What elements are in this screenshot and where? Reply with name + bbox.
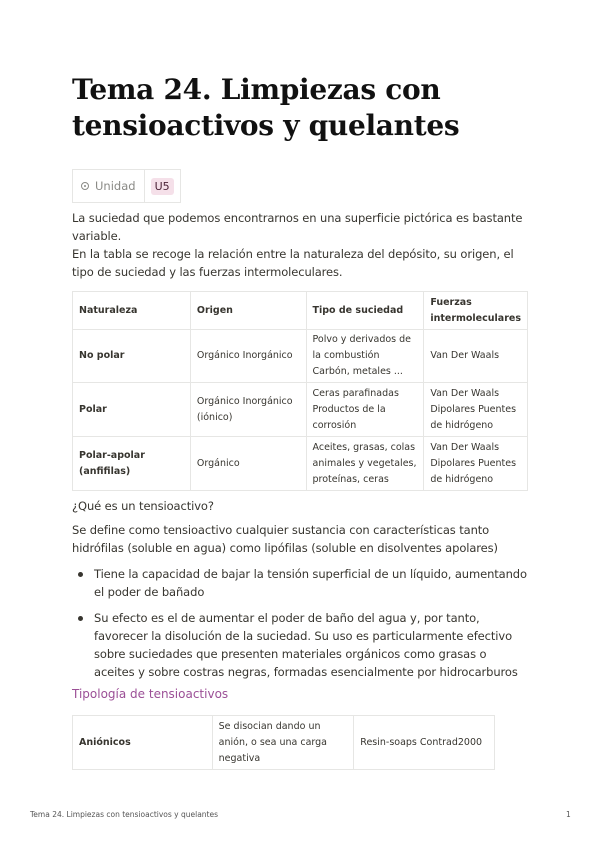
table-cell: Orgánico Inorgánico (190, 330, 306, 383)
footer-title: Tema 24. Limpiezas con tensioactivos y quelantes (30, 810, 219, 819)
table-cell: Aceites, grasas, colas animales y vegetales, proteínas, ceras (306, 437, 424, 491)
table-cell: Se disocian dando un anión, o sea una carga negativa (212, 716, 354, 770)
unit-tag: U5 (151, 178, 174, 195)
property-row (72, 169, 181, 203)
table-cell: Aniónicos (73, 716, 213, 770)
table-header: Naturaleza (73, 292, 191, 330)
table-row (73, 437, 528, 491)
list-item: Su efecto es el de aumentar el poder de baño del agua y, por tanto, favorecer la disolución de la suciedad. Su uso es particularmente efectivo sobre suciedades que presenten materiales orgánicos como grasas o aceites y sobre costras negras, formadas esencialmente por hidrocarburos (72, 609, 528, 681)
definition-paragraph: Se define como tensioactivo cualquier sustancia con características tanto hidrófilas (soluble en agua) como lipófilas (soluble en disolventes apolares) (72, 523, 498, 555)
bullet-list (72, 565, 528, 681)
table-header-row (73, 292, 528, 330)
table-cell: Van Der Waals Dipolares Puentes de hidrógeno (424, 437, 528, 491)
question-paragraph: ¿Qué es un tensioactivo? (72, 499, 214, 513)
intro-paragraph-2: En la tabla se recoge la relación entre la naturaleza del depósito, su origen, el tipo de suciedad y las fuerzas intermoleculares. (72, 247, 514, 279)
table-header: Fuerzas intermoleculares (424, 292, 528, 330)
typology-table (72, 715, 495, 770)
table-header: Origen (190, 292, 306, 330)
table-cell: Orgánico (190, 437, 306, 491)
table-cell: Orgánico Inorgánico (iónico) (190, 383, 306, 437)
property-value (145, 170, 180, 202)
table-cell: Ceras parafinadas Productos de la corrosión (306, 383, 424, 437)
table-cell: Polar-apolar (anfifilas) (73, 437, 191, 491)
nature-table (72, 291, 528, 491)
section-subheading: Tipología de tensioactivos (72, 687, 229, 701)
property-key (73, 170, 145, 202)
table-row (73, 330, 528, 383)
table-cell: Polar (73, 383, 191, 437)
table-cell: No polar (73, 330, 191, 383)
table-row (73, 383, 528, 437)
table-header: Tipo de suciedad (306, 292, 424, 330)
intro-paragraph-1: La suciedad que podemos encontrarnos en una superficie pictórica es bastante variable. (72, 211, 523, 243)
table-cell: Van Der Waals (424, 330, 528, 383)
table-cell: Polvo y derivados de la combustión Carbón, metales ... (306, 330, 424, 383)
table-cell: Resin-soaps Contrad2000 (354, 716, 495, 770)
table-cell: Van Der Waals Dipolares Puentes de hidrógeno (424, 383, 528, 437)
page-title: Tema 24. Limpiezas con tensioactivos y quelantes (72, 73, 460, 142)
table-row (73, 716, 495, 770)
page-number: 1 (566, 810, 571, 819)
target-icon (81, 182, 89, 190)
list-item: Tiene la capacidad de bajar la tensión superficial de un líquido, aumentando el poder de bañado (72, 565, 528, 601)
property-key-label: Unidad (95, 179, 136, 193)
